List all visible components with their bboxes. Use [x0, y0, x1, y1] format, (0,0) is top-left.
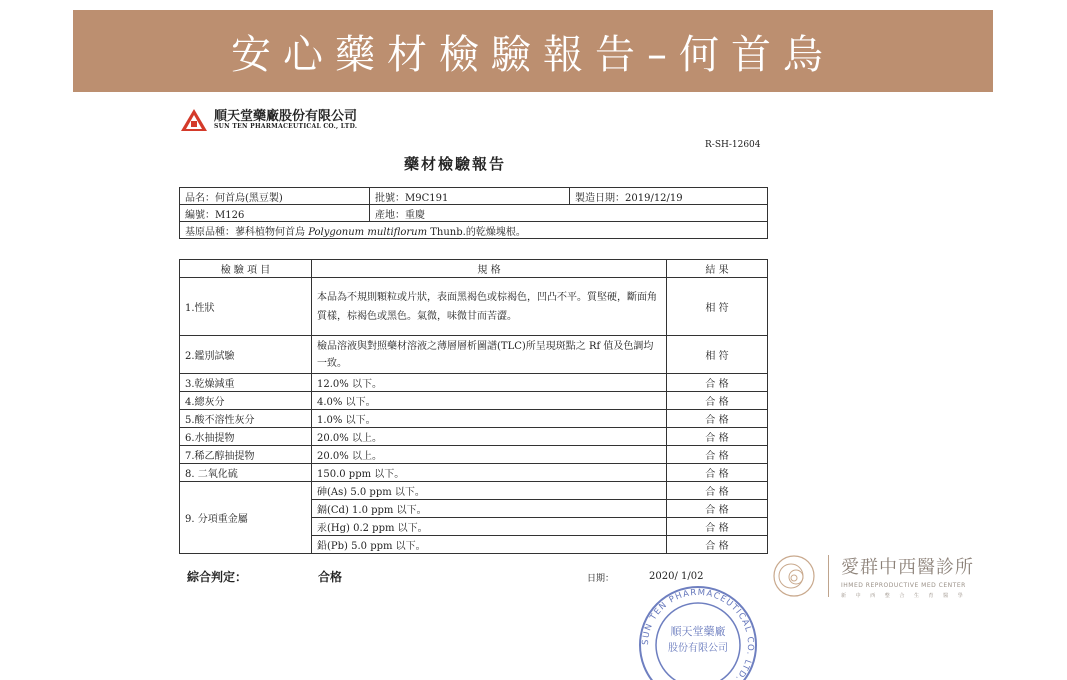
seal-inner-line1: 順天堂藥廠: [670, 625, 726, 638]
row-result: 合 格: [667, 482, 768, 500]
row-spec: 汞(Hg) 0.2 ppm 以下。: [312, 518, 667, 536]
row-result: 合 格: [667, 392, 768, 410]
row-spec: 檢品溶液與對照藥材溶液之薄層層析圖譜(TLC)所呈現斑點之 Rf 值及色調均一致。: [312, 336, 667, 374]
company-seal-stamp: [628, 575, 768, 680]
row-result: 相 符: [667, 336, 768, 374]
clinic-divider: [828, 555, 829, 597]
product-code: 編號：M126: [180, 205, 370, 222]
clinic-subtitle: 新 中 西 整 合 生 育 醫 學: [841, 593, 967, 599]
row-result: 合 格: [667, 518, 768, 536]
botanical-source-prefix: 基原品種：蓼科植物何首烏: [185, 226, 309, 238]
date-label: 日期：: [587, 574, 615, 584]
botanical-source-latin: Polygonum multiflorum: [308, 226, 428, 238]
company-name-zh: 順天堂藥廠股份有限公司: [214, 109, 358, 124]
company-header: [180, 108, 357, 132]
row-spec: 20.0% 以上。: [312, 428, 667, 446]
heavy-metals-item: 9. 分項重金屬: [180, 482, 312, 554]
row-result: 合 格: [667, 500, 768, 518]
row-result: 合 格: [667, 464, 768, 482]
botanical-source-suffix: Thunb.的乾燥塊根。: [427, 226, 526, 238]
clinic-brand: [772, 553, 974, 599]
row-item: 4.總灰分: [180, 392, 312, 410]
botanical-source: [180, 222, 768, 239]
row-spec: 1.0% 以下。: [312, 410, 667, 428]
date-value: 2020/ 1/02: [649, 571, 704, 582]
report-number: R-SH-12604: [705, 140, 761, 150]
row-spec: 鎘(Cd) 1.0 ppm 以下。: [312, 500, 667, 518]
verdict-label: 綜合判定：: [187, 570, 248, 584]
table-row: [180, 428, 768, 446]
manufacture-date: 製造日期：2019/12/19: [570, 188, 768, 205]
table-row: [180, 464, 768, 482]
row-item: 5.酸不溶性灰分: [180, 410, 312, 428]
seal-inner-line2: 股份有限公司: [668, 643, 728, 654]
row-spec: 4.0% 以下。: [312, 392, 667, 410]
product-info-table: [179, 187, 768, 239]
row-spec: 150.0 ppm 以下。: [312, 464, 667, 482]
row-item: 1.性狀: [180, 278, 312, 336]
header-result: 結 果: [667, 260, 768, 278]
verdict-value: 合格: [318, 570, 343, 584]
row-spec: 鉛(Pb) 5.0 ppm 以下。: [312, 536, 667, 554]
clinic-name: 愛群中西醫診所: [841, 557, 974, 578]
row-result: 合 格: [667, 410, 768, 428]
row-spec: 20.0% 以上。: [312, 446, 667, 464]
table-row: [180, 410, 768, 428]
title-banner: [73, 10, 993, 92]
row-item: 8. 二氧化硫: [180, 464, 312, 482]
product-name: 品名：何首烏(黑豆製): [180, 188, 370, 205]
company-logo-icon: [180, 108, 208, 132]
table-row: [180, 278, 768, 336]
row-spec: 12.0% 以下。: [312, 374, 667, 392]
row-result: 合 格: [667, 536, 768, 554]
report-title: 藥材檢驗報告: [404, 155, 507, 173]
row-item: 6.水抽提物: [180, 428, 312, 446]
table-row: [180, 374, 768, 392]
header-spec: 規 格: [312, 260, 667, 278]
table-row: [180, 482, 768, 500]
company-name-en: SUN TEN PHARMACEUTICAL CO., LTD.: [214, 123, 358, 130]
row-result: 相 符: [667, 278, 768, 336]
row-item: 3.乾燥減重: [180, 374, 312, 392]
clinic-logo-icon: [772, 554, 816, 598]
row-item: 7.稀乙醇抽提物: [180, 446, 312, 464]
row-spec: 本品為不規則顆粒或片狀，表面黑褐色或棕褐色，凹凸不平。質堅硬，斷面角質樣，棕褐色或黑色。氣微，味微甘而苦澀。: [312, 278, 667, 336]
test-results-table: [179, 259, 768, 554]
row-spec: 砷(As) 5.0 ppm 以下。: [312, 482, 667, 500]
table-row: [180, 336, 768, 374]
row-item: 2.鑑別試驗: [180, 336, 312, 374]
header-item: 檢 驗 項 目: [180, 260, 312, 278]
seal-outer-text: SUN TEN PHARMACEUTICAL CO. LTD.: [640, 587, 756, 680]
row-result: 合 格: [667, 446, 768, 464]
banner-title: 安心藥材檢驗報告–何首烏: [231, 31, 835, 78]
clinic-name-en: IHMED REPRODUCTIVE MED CENTER: [841, 582, 966, 589]
product-origin: 產地：重慶: [370, 205, 768, 222]
row-result: 合 格: [667, 374, 768, 392]
table-row: [180, 446, 768, 464]
table-row: [180, 392, 768, 410]
batch-number: 批號：M9C191: [370, 188, 570, 205]
row-result: 合 格: [667, 428, 768, 446]
